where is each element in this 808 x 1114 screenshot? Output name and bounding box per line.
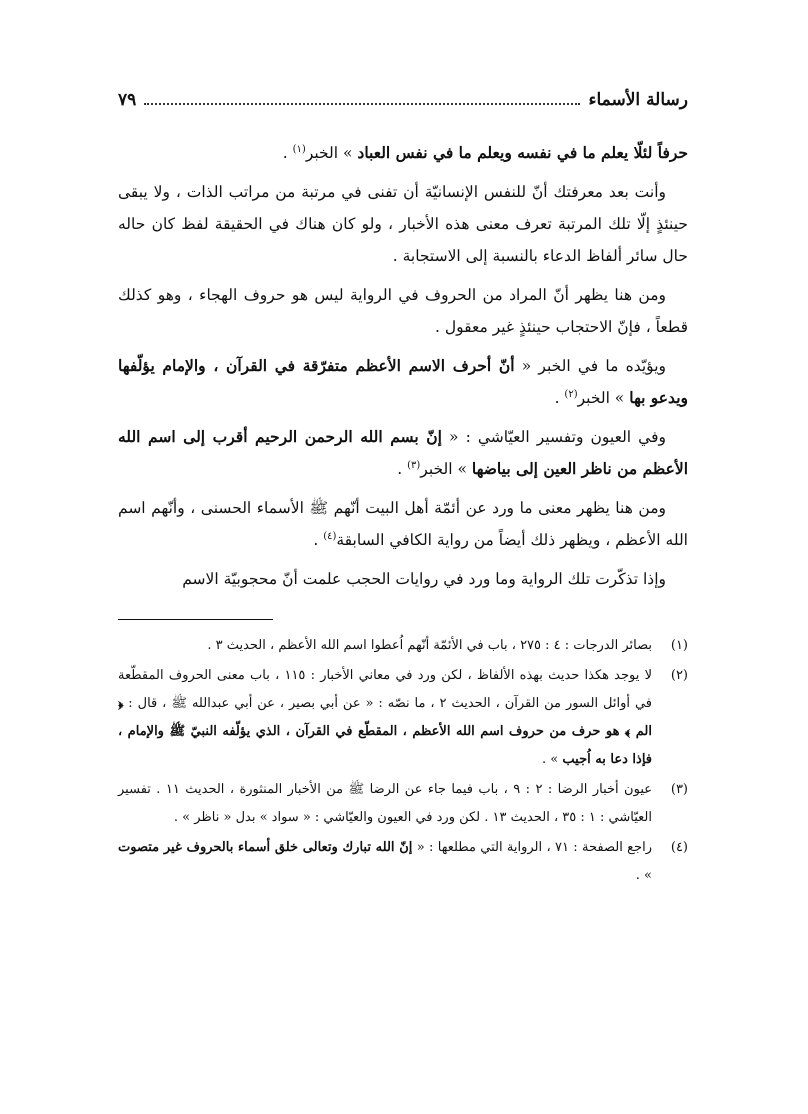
quote-bold: إنّ الله تبارك وتعالى خلق أسماء بالحروف غير متصوت (118, 840, 413, 855)
text-run: . (554, 389, 565, 407)
footnote-ref-2[interactable]: (٢) (564, 388, 578, 400)
footnote-separator (118, 619, 273, 620)
page (118, 90, 688, 892)
text-run: ومن هنا يظهر أنّ المراد من الحروف في الرواية ليس هو حروف الهجاء ، وهو كذلك قطعاً ، فإنّ الاحتجاب حينئذٍ غير معقول . (118, 286, 688, 336)
text-run: . (313, 531, 324, 549)
paragraph-5 (118, 421, 688, 485)
text-run: وفي العيون وتفسير العيّاشي : « (441, 428, 666, 446)
quote-bold: إنّ بسم الله الرحمن الرحيم أقرب إلى اسم الله الأعظم من ناظر العين إلى بياضها (118, 427, 688, 478)
paragraph-3 (118, 279, 688, 343)
footnote-text: عيون أخبار الرضا : ٢ : ٩ ، باب فيما جاء عن الرضا ﷺ من الأخبار المنثورة ، الحديث ١١ . تفسير العيّاشي : ١ : ٣٥ ، الحديث ١٣ . لكن ورد في العيون والعيّاشي : « سواد » بدل « ناظر » . (118, 782, 652, 825)
footnote-number: (٢) (670, 668, 688, 683)
footnote-ref-4[interactable]: (٤) (323, 530, 337, 542)
text-run: لا يوجد هكذا حديث بهذه الألفاظ ، لكن ورد في معاني الأخبار : ١١٥ ، باب معنى الحروف المقطّعة في أوائل السور من القرآن ، الحديث ٢ ، ما نصّه : « عن أبي بصير ، عن أبي عبدالله ﷺ ، قال : (118, 668, 653, 711)
main-text (118, 137, 688, 595)
page-number: ٧٩ (118, 90, 137, 110)
text-run: » . (542, 752, 563, 767)
footnote-number: (٤) (670, 840, 688, 855)
text-run: . (397, 460, 408, 478)
text-run: ومن هنا يظهر معنى ما ورد عن أئمّة أهل البيت أنّهم ﷺ الأسماء الحسنى ، وأنّهم اسم الله الأعظم ، ويظهر ذلك أيضاً من رواية الكافي السابقة (118, 499, 688, 549)
footnote-text (118, 834, 652, 890)
running-header (118, 90, 688, 130)
footnotes (118, 632, 688, 890)
footnote-1 (118, 632, 688, 660)
text-run: ويؤيّده ما في الخبر « (514, 357, 666, 375)
text-run: . (282, 144, 293, 162)
header-title: رسالة الأسماء (588, 90, 688, 110)
header-leader-dots (144, 93, 580, 105)
text-run: » الخبر (420, 460, 472, 478)
text-run: » . (635, 868, 652, 883)
footnote-separator-wrap (118, 595, 688, 632)
text-run: وإذا تذكّرت تلك الرواية وما ورد في روايات الحجب علمت أنّ محجوبيّة الاسم (182, 570, 666, 588)
text-run: » الخبر (305, 144, 358, 162)
footnote-2 (118, 662, 688, 774)
quote-bold: ﴿ الم ﴾ هو حرف من حروف اسم الله الأعظم ، المقطّع في القرآن ، الذي يؤلّفه النبيّ ﷺ والإمام ، فإذا دعا به اُجيب (118, 696, 652, 767)
footnote-text (118, 662, 652, 774)
text-run: راجع الصفحة : ٧١ ، الرواية التي مطلعها : « (412, 840, 652, 855)
footnote-text: بصائر الدرجات : ٤ : ٢٧٥ ، باب في الأئمّة أنّهم اُعطوا اسم الله الأعظم ، الحديث ٣ . (207, 638, 652, 653)
text-run: وأنت بعد معرفتك أنّ للنفس الإنسانيّة أن تفنى في مرتبة من مراتب الذات ، ولا يبقى حينئذٍ إلّا تلك المرتبة تعرف معنى هذه الأخبار ، ولو كان هناك في الحقيقة لفظ كان حاله حال سائر ألفاظ الدعاء بالنسبة إلى الاستجابة . (118, 183, 688, 265)
footnote-4 (118, 834, 688, 890)
footnote-ref-3[interactable]: (٣) (407, 459, 421, 471)
paragraph-1 (118, 137, 688, 169)
paragraph-7 (118, 563, 688, 595)
footnote-number: (٣) (670, 782, 688, 797)
paragraph-2 (118, 176, 688, 272)
quote-bold: أنّ أحرف الاسم الأعظم متفرّقة في القرآن ، والإمام يؤلّفها ويدعو بها (118, 356, 688, 407)
paragraph-6 (118, 492, 688, 556)
quote-bold: حرفاً لئلّا يعلم ما في نفسه ويعلم ما في نفس العباد (357, 143, 688, 162)
text-run: » الخبر (577, 389, 630, 407)
footnote-ref-1[interactable]: (١) (292, 143, 306, 155)
paragraph-4 (118, 350, 688, 414)
footnote-3 (118, 776, 688, 832)
footnote-number: (١) (670, 638, 688, 653)
